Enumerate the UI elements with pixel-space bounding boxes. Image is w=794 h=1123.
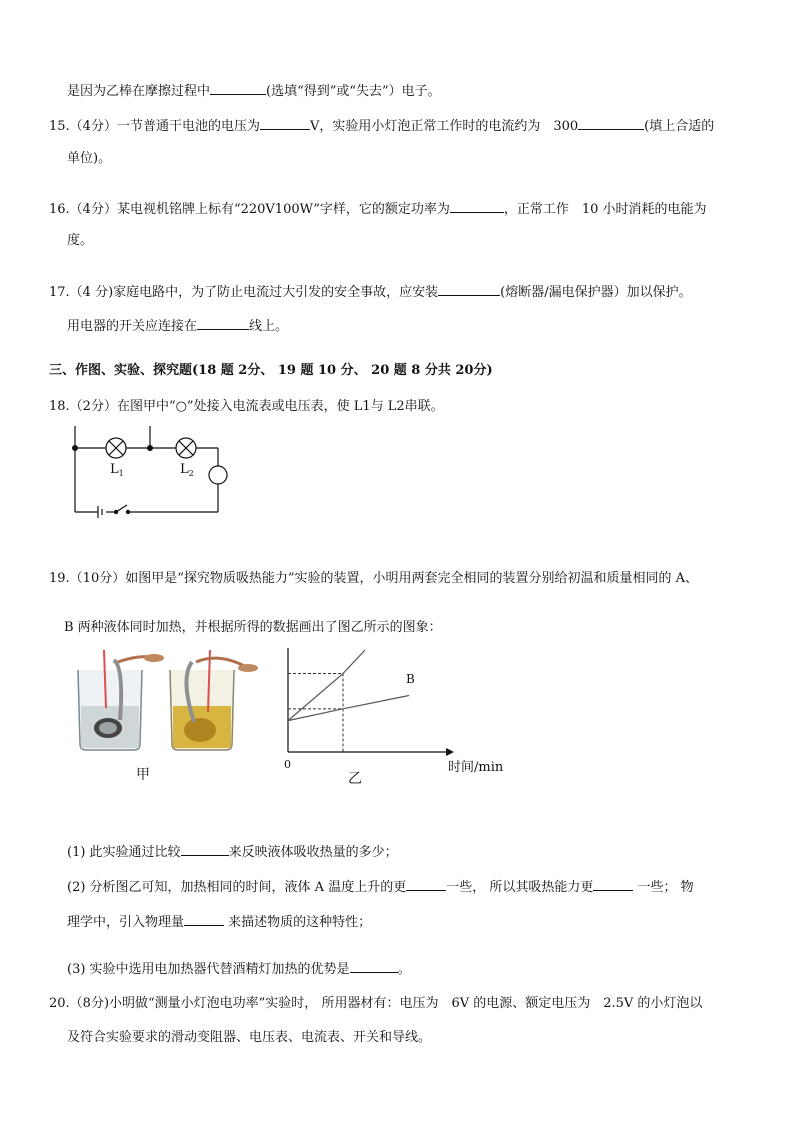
q15-text-c: (填上合适的: [644, 119, 715, 134]
q14-text-b: (选填“得到”或“失去”）电子。: [266, 84, 441, 99]
q17-text-a: 17.（4 分)家庭电路中，为了防止电流过大引发的安全事故，应安装: [49, 285, 439, 300]
q15-text-a: 15.（4分）一节普通干电池的电压为: [49, 119, 260, 134]
figure-jia-label: [136, 766, 150, 784]
lamp-l2-icon: [176, 438, 196, 458]
figure-jia-text: 甲: [136, 767, 150, 783]
junction-dot-middle: [147, 445, 153, 451]
line-q16: [49, 198, 707, 219]
q19-2-blank-1[interactable]: [406, 876, 446, 891]
line-q15: [49, 115, 714, 136]
q19-2-blank-3[interactable]: [184, 911, 224, 926]
figure-yi-label: [348, 770, 362, 788]
q19-1-text-b: 来反映液体吸收热量的多少；: [228, 845, 398, 860]
q19-3-text-a: (3) 实验中选用电加热器代替酒精灯加热的优势是: [67, 962, 350, 977]
line-q19: [49, 570, 698, 588]
q15-text-b: V，实验用小灯泡正常工作时的电流约为 300: [309, 119, 579, 134]
q17-blank-1[interactable]: [438, 281, 500, 296]
line-q19-2-cont: [67, 911, 371, 932]
figure-jia-beakers: [70, 648, 270, 758]
q16-text-b: ，正常工作 10 小时消耗的电能为: [503, 202, 707, 217]
q14-text-a: 是因为乙棒在摩擦过程中: [67, 84, 211, 99]
chart-x-arrow-icon: [446, 748, 454, 756]
q19-2-text-c: 一些； 物: [633, 880, 694, 895]
q17-blank-2[interactable]: [197, 315, 249, 330]
q15-blank-1[interactable]: [260, 115, 310, 130]
line-q17: [49, 281, 692, 302]
q19-text-b: B 两种液体同时加热，并根据所得的数据画出了图乙所示的图象：: [64, 620, 442, 635]
q17-text-d: 线上。: [249, 319, 289, 334]
line-q15-cont: [67, 150, 111, 168]
beaker-b-icon: [170, 650, 258, 750]
q16-text-c: 度。: [67, 233, 94, 248]
chart-x-label-text: 时间/min: [448, 760, 504, 775]
junction-dot-left: [72, 445, 78, 451]
q19-2-blank-2[interactable]: [593, 876, 633, 891]
line-q19-cont: [64, 619, 442, 637]
chart-origin-label: 0: [284, 758, 291, 771]
lamp-l1-icon: [106, 438, 126, 458]
q17-text-c: 用电器的开关应连接在: [67, 319, 198, 334]
q19-1-blank[interactable]: [181, 841, 229, 856]
chart-series-line-1: [288, 650, 365, 721]
meter-slot-circle[interactable]: [209, 466, 227, 484]
circuit-diagram: [66, 420, 236, 520]
q19-2-text-b: 一些， 所以其吸热能力更: [446, 880, 594, 895]
q20-text-b: 及符合实验要求的滑动变阻器、电压表、电流表、开关和导线。: [67, 1030, 432, 1045]
beaker-a-icon: [78, 650, 164, 750]
q17-text-b: (熔断器/漏电保护器）加以保护。: [500, 285, 692, 300]
q19-2-text-a: (2) 分析图乙可知，加热相同的时间，液体 A 温度上升的更: [67, 880, 407, 895]
line-q18: [49, 398, 444, 416]
q19-3-text-b: 。: [397, 962, 411, 977]
lamp-l2-label: $L_2$: [180, 462, 194, 478]
section-3-heading: [49, 362, 493, 380]
q18-text: 18.（2分）在图甲中“○”处接入电流表或电压表，使 L1与 L2串联。: [49, 399, 444, 414]
q19-1-text-a: (1) 此实验通过比较: [67, 845, 181, 860]
line-q19-3: [67, 958, 411, 979]
line-q14-end: [67, 80, 441, 101]
line-q19-2: [67, 876, 694, 897]
lamp-l1-label: $L_1$: [110, 462, 124, 478]
section-3-title: 三、作图、实验、探究题(18 题 2分、 19 题 10 分、 20 题 8 分共 20分): [49, 363, 493, 378]
chart-series-line-2: [288, 696, 409, 721]
line-q16-cont: [67, 232, 93, 250]
q15-text-d: 单位)。: [67, 151, 112, 166]
q19-2-text-e: 来描述物质的这种特性；: [224, 915, 372, 930]
q16-text-a: 16.（4分）某电视机铭牌上标有“220V100W”字样，它的额定功率为: [49, 202, 450, 217]
q19-2-text-d: 理学中，引入物理量: [67, 915, 185, 930]
line-q17-cont: [67, 315, 288, 336]
figure-yi-text: 乙: [348, 771, 362, 787]
battery-icon: [98, 506, 102, 518]
q19-text-a: 19.（10分）如图甲是“探究物质吸热能力”实验的装置，小明用两套完全相同的装置分别给初温和质量相同的 A、: [49, 571, 699, 586]
chart-x-label: [448, 759, 503, 777]
q15-blank-2[interactable]: [578, 115, 644, 130]
line-q20: [49, 995, 702, 1013]
q20-text-a: 20.（8分)小明做“测量小灯泡电功率”实验时， 所用器材有：电压为 6V 的电源、额定电压为 2.5V 的小灯泡以: [49, 996, 703, 1011]
q19-3-blank[interactable]: [350, 958, 398, 973]
line-q19-1: [67, 841, 398, 862]
chart-series-b-label: B: [406, 672, 415, 686]
q14-blank[interactable]: [210, 80, 266, 95]
q16-blank-1[interactable]: [450, 198, 504, 213]
switch-icon: [114, 505, 129, 514]
line-q20-cont: [67, 1029, 431, 1047]
